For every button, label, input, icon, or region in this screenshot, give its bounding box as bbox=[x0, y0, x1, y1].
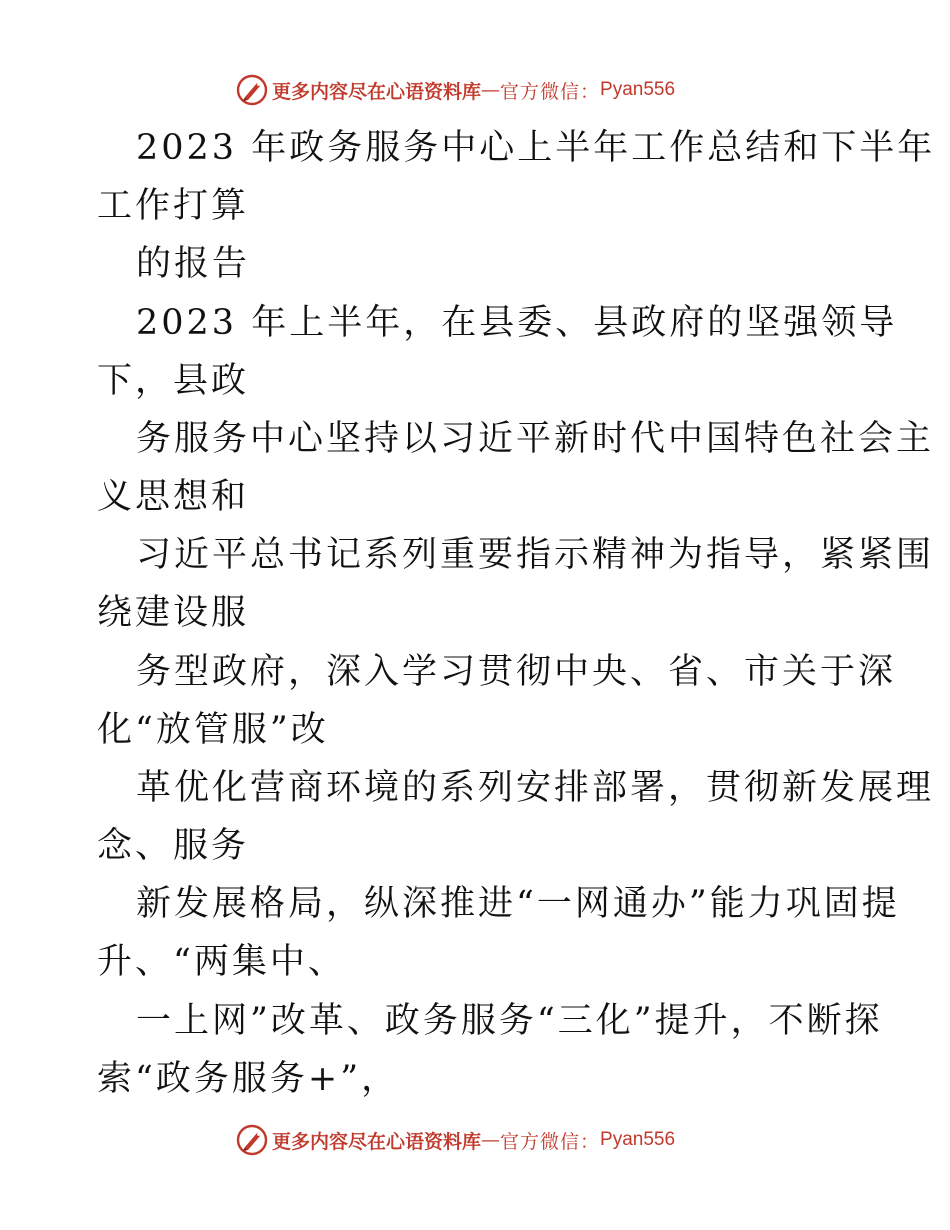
body-line: 下，县政 bbox=[97, 361, 250, 401]
banner-dash: — bbox=[481, 1129, 501, 1151]
title-line-1: 2023 年政务服务中心上半年工作总结和下半年 bbox=[136, 128, 936, 168]
body-line: 务型政府，深入学习贯彻中央、省、市关于深 bbox=[136, 652, 897, 692]
pen-logo-icon bbox=[236, 74, 268, 106]
banner-wechat-id: Pyan556 bbox=[600, 1129, 676, 1150]
body-line: 念、服务 bbox=[97, 826, 250, 866]
title-line-2: 工作打算 bbox=[97, 186, 250, 226]
body-line: 新发展格局，纵深推进“一网通办”能力巩固提 bbox=[136, 884, 900, 924]
body-line: 索“政务服务+”， bbox=[97, 1059, 400, 1099]
body-line: 一上网”改革、政务服务“三化”提升，不断探 bbox=[136, 1001, 883, 1041]
header-banner bbox=[236, 72, 716, 108]
footer-banner bbox=[236, 1122, 716, 1158]
body-line: 升、“两集中、 bbox=[97, 942, 346, 982]
body-line: 务服务中心坚持以习近平新时代中国特色社会主 bbox=[136, 419, 935, 459]
banner-slogan: 更多内容尽在心语资料库 bbox=[272, 1130, 482, 1153]
body-line: 习近平总书记系列重要指示精神为指导，紧紧围 bbox=[136, 535, 935, 575]
banner-wechat-label: 官方微信： bbox=[500, 1130, 601, 1153]
body-line: 义思想和 bbox=[97, 477, 250, 517]
banner-slogan: 更多内容尽在心语资料库 bbox=[272, 80, 482, 103]
banner-wechat-label: 官方微信： bbox=[500, 80, 601, 103]
pen-logo-icon bbox=[236, 1124, 268, 1156]
body-line: 革优化营商环境的系列安排部署，贯彻新发展理 bbox=[136, 768, 935, 808]
body-line: 2023 年上半年，在县委、县政府的坚强领导 bbox=[136, 303, 898, 343]
title-line-3: 的报告 bbox=[136, 244, 251, 284]
banner-dash: — bbox=[481, 79, 501, 101]
banner-wechat-id: Pyan556 bbox=[600, 79, 676, 100]
body-line: 化“放管服”改 bbox=[97, 710, 329, 750]
body-line: 绕建设服 bbox=[97, 593, 250, 633]
